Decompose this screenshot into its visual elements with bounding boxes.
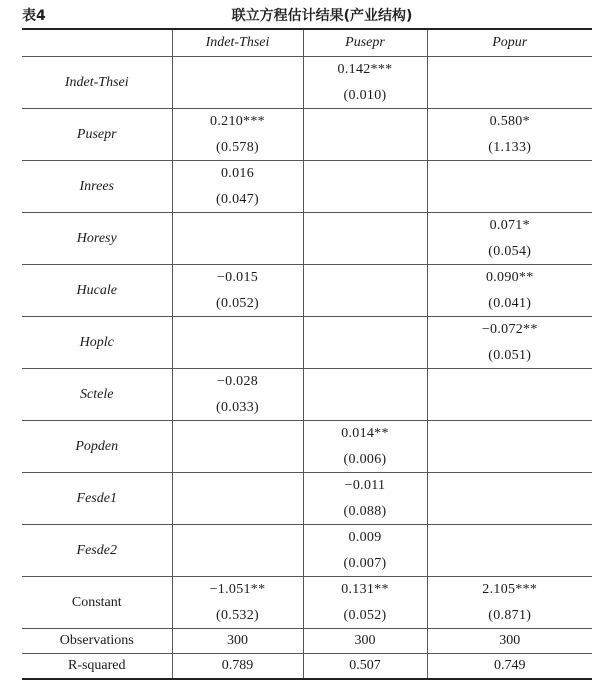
table-row [22, 421, 592, 473]
table-cell [172, 369, 303, 421]
standard-error-value: (0.578) [216, 139, 259, 155]
table-cell [427, 109, 592, 161]
table-cell [303, 369, 427, 421]
row-label: Constant [22, 577, 172, 629]
table-cell [427, 421, 592, 473]
table-cell [172, 161, 303, 213]
row-label: Observations [22, 629, 172, 654]
table-cell: 300 [172, 629, 303, 654]
table-title: 联立方程估计结果(产业结构) [231, 8, 413, 24]
standard-error-value: (0.532) [216, 607, 259, 623]
table-cell [172, 577, 303, 629]
row-label: Popden [22, 421, 172, 473]
coefficient-value: 2.105*** [482, 581, 538, 597]
table-cell: 0.789 [172, 654, 303, 680]
table-cell: 300 [427, 629, 592, 654]
table-cell [427, 525, 592, 577]
row-label: Indet-Thsei [22, 57, 172, 109]
table-cell [172, 317, 303, 369]
table-row [22, 525, 592, 577]
table-cell [303, 421, 427, 473]
row-label: Hoplc [22, 317, 172, 369]
row-label: R-squared [22, 654, 172, 680]
table-cell [303, 317, 427, 369]
standard-error-value: (0.052) [343, 607, 387, 623]
table-cell [172, 421, 303, 473]
row-label: Horesy [22, 213, 172, 265]
table-cell [427, 369, 592, 421]
table-row [22, 109, 592, 161]
table-cell [172, 265, 303, 317]
standard-error-value: (0.054) [488, 243, 532, 259]
observations-row [22, 629, 592, 654]
table-cell [172, 525, 303, 577]
standard-error-value: (0.010) [343, 87, 387, 103]
coefficient-value: −0.011 [344, 477, 386, 493]
standard-error-value: (1.133) [488, 139, 532, 155]
table-cell [172, 57, 303, 109]
row-label: Sctele [22, 369, 172, 421]
table-cell: 0.507 [303, 654, 427, 680]
table-cell [303, 161, 427, 213]
column-header: Popur [427, 29, 592, 57]
row-label: Fesde1 [22, 473, 172, 525]
coefficient-value: 0.016 [221, 165, 254, 181]
table-cell: 300 [303, 629, 427, 654]
r-squared-row [22, 654, 592, 680]
coefficient-value: 0.090** [485, 269, 534, 285]
table-cell [303, 265, 427, 317]
table-cell [427, 577, 592, 629]
coefficient-value: 0.014** [341, 425, 389, 441]
table-row [22, 161, 592, 213]
table-cell [427, 161, 592, 213]
table-cell [172, 213, 303, 265]
table-row [22, 317, 592, 369]
coefficient-value: 0.131** [341, 581, 389, 597]
row-label: Pusepr [22, 109, 172, 161]
table-cell: 0.749 [427, 654, 592, 680]
coefficient-value: 0.142*** [337, 61, 393, 77]
table-cell [427, 473, 592, 525]
standard-error-value: (0.041) [488, 295, 532, 311]
table-cell [172, 109, 303, 161]
standard-error-value: (0.047) [216, 191, 259, 207]
header-row [22, 29, 592, 57]
standard-error-value: (0.033) [216, 399, 259, 415]
table-row [22, 577, 592, 629]
table-cell [303, 109, 427, 161]
coefficient-value: −0.072** [481, 321, 538, 337]
standard-error-value: (0.871) [488, 607, 532, 623]
header-corner [22, 29, 172, 57]
table-row [22, 213, 592, 265]
table-cell [427, 265, 592, 317]
coefficient-value: 0.009 [348, 529, 382, 545]
table-cell [303, 57, 427, 109]
table-cell [303, 577, 427, 629]
table-row [22, 369, 592, 421]
coefficient-value: 0.580* [489, 113, 530, 129]
standard-error-value: (0.052) [216, 295, 259, 311]
row-label: Fesde2 [22, 525, 172, 577]
regression-table [22, 28, 592, 680]
standard-error-value: (0.006) [343, 451, 387, 467]
table-cell [303, 473, 427, 525]
coefficient-value: 0.210*** [210, 113, 265, 129]
coefficient-value: −0.028 [216, 373, 259, 389]
coefficient-value: −0.015 [216, 269, 259, 285]
column-header: Indet-Thsei [172, 29, 303, 57]
table-row [22, 265, 592, 317]
table-number: 表4 [22, 8, 46, 24]
table-cell [427, 213, 592, 265]
table-cell [427, 317, 592, 369]
table-row [22, 57, 592, 109]
table-caption [22, 2, 592, 28]
standard-error-value: (0.088) [343, 503, 387, 519]
table-row [22, 473, 592, 525]
table-cell [172, 473, 303, 525]
table-cell [303, 213, 427, 265]
coefficient-value: −1.051** [209, 581, 266, 597]
row-label: Hucale [22, 265, 172, 317]
table-cell [427, 57, 592, 109]
table-cell [303, 525, 427, 577]
coefficient-value: 0.071* [489, 217, 530, 233]
column-header: Pusepr [303, 29, 427, 57]
standard-error-value: (0.007) [343, 555, 387, 571]
standard-error-value: (0.051) [488, 347, 532, 363]
row-label: Inrees [22, 161, 172, 213]
